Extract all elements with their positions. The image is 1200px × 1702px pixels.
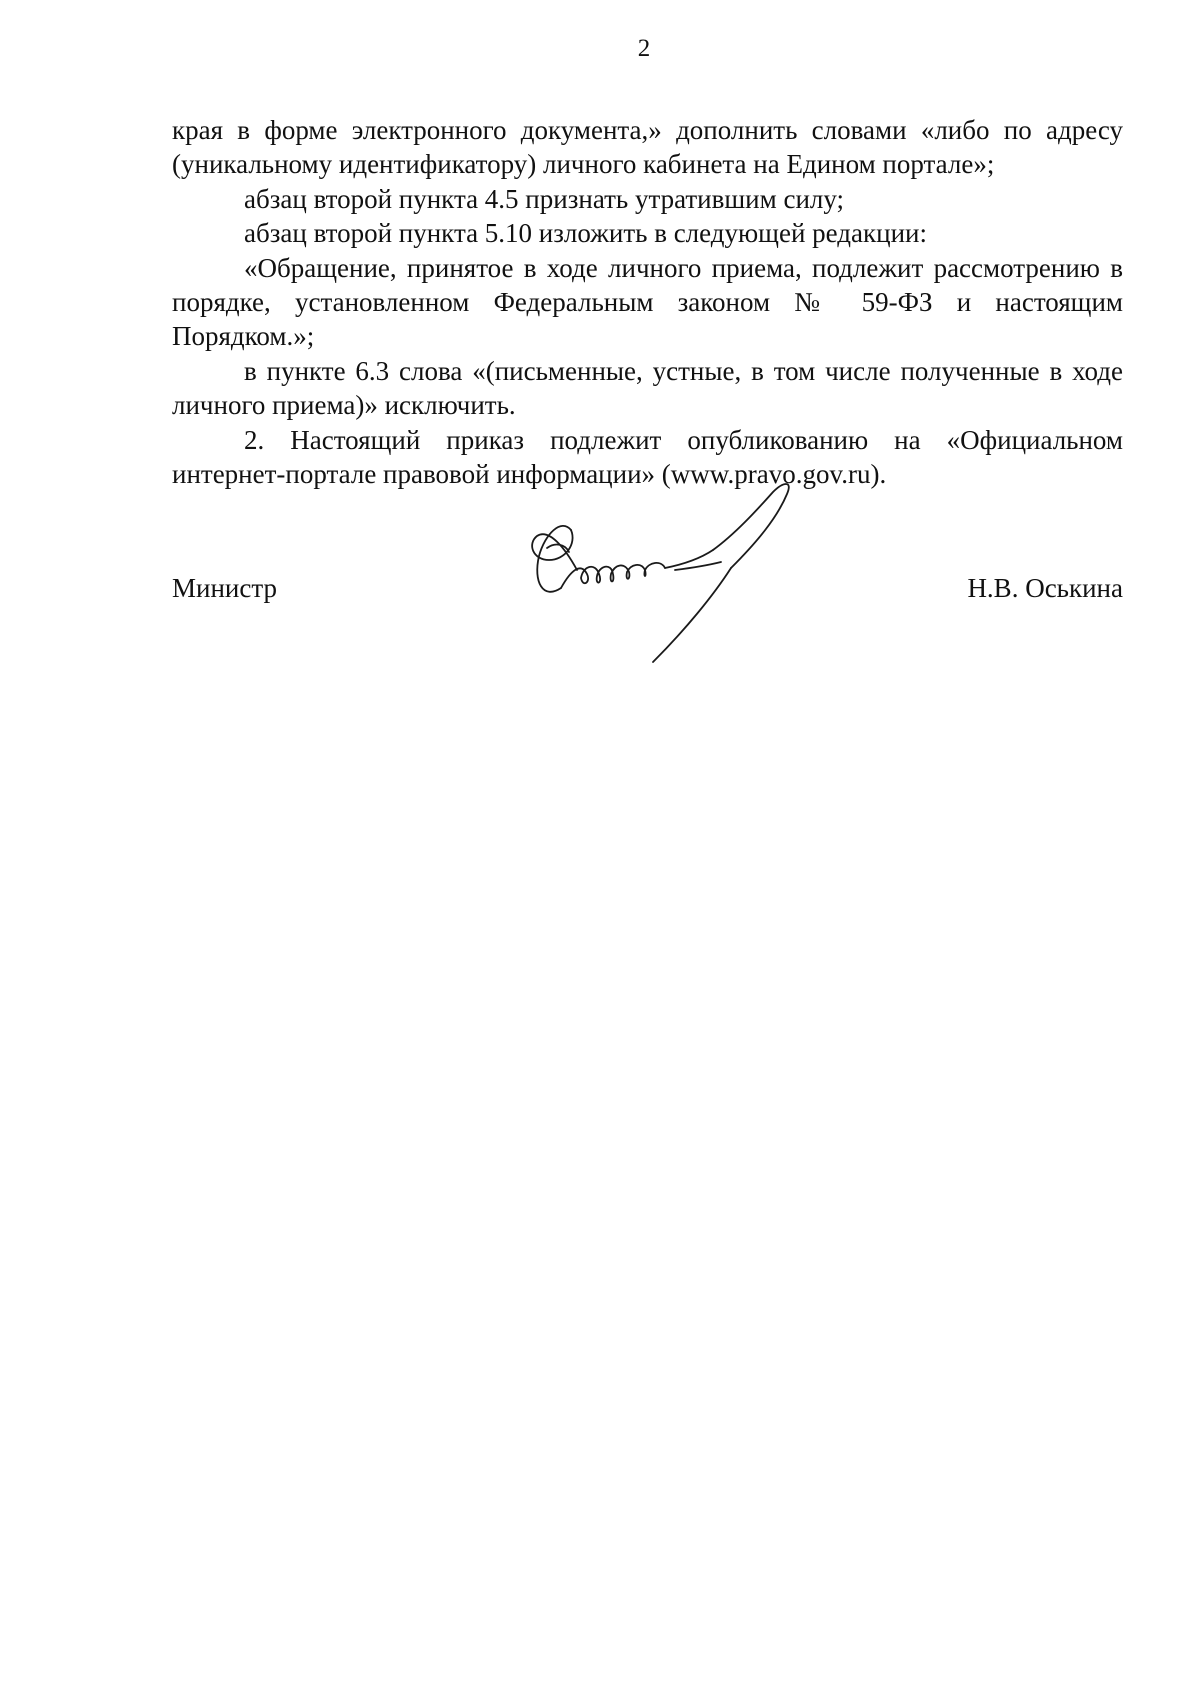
paragraph-new-wording: «Обращение, принятое в ходе личного приема, подлежит рассмотрению в порядке, установленном Федеральным законом № 59-ФЗ и настоящим Порядком.»; (172, 252, 1123, 352)
page-number: 2 (637, 35, 651, 62)
paragraph-clause-6-3: в пункте 6.3 слова «(письменные, устные, в том числе полученные в ходе личного приема)» исключить. (172, 355, 1123, 421)
signatory-position: Министр (172, 573, 277, 603)
paragraph-clause-4-5: абзац второй пункта 4.5 признать утратившим силу; (244, 183, 845, 214)
paragraph-continuation: края в форме электронного документа,» дополнить словами «либо по адресу (уникальному идентификатору) личного кабинета на Едином портале»; (172, 115, 1123, 180)
paragraph-clause-5-10: абзац второй пункта 5.10 изложить в следующей редакции: (244, 218, 927, 249)
signatory-name: Н.В. Оськина (967, 573, 1123, 603)
paragraph-publication: 2. Настоящий приказ подлежит опубликованию на «Официальном интернет-портале правовой информации» (www.pravo.gov.ru). (172, 424, 1123, 490)
handwritten-signature (525, 478, 815, 666)
document-body (172, 113, 1123, 491)
